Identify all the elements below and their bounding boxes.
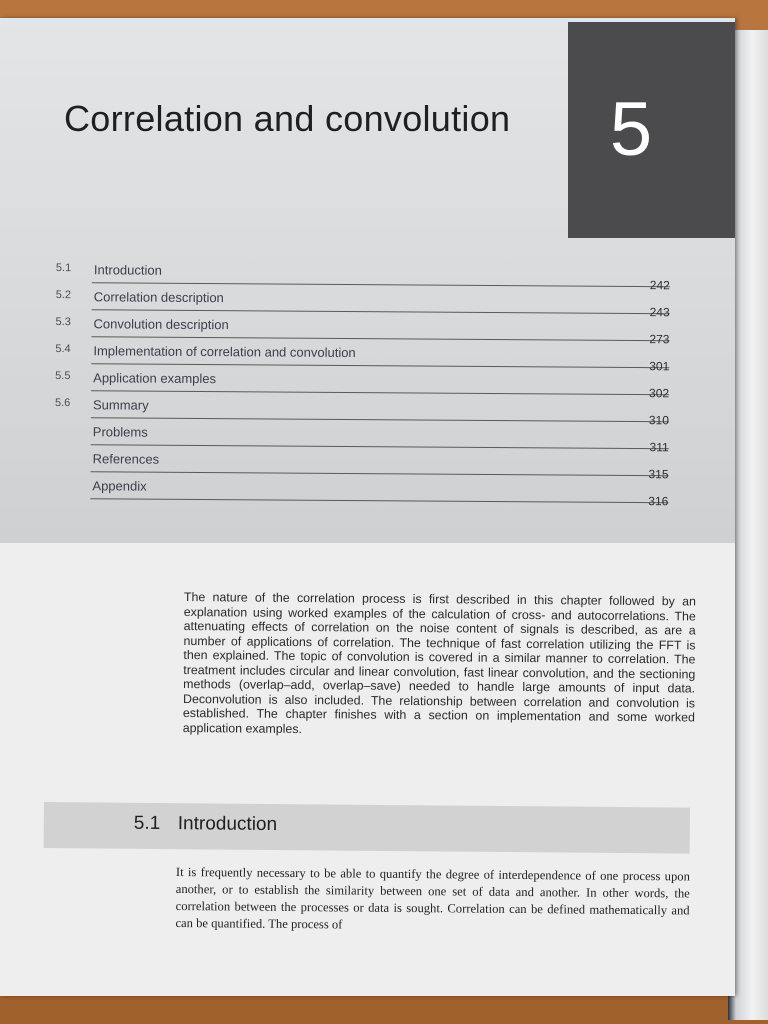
toc-number: 5.4	[55, 342, 71, 356]
toc-row[interactable]	[56, 262, 676, 293]
toc-page: 311	[649, 440, 669, 455]
toc-number: 5.1	[55, 262, 72, 275]
chapter-abstract: The nature of the correlation process is first described in this chapter followed by an explanation using worked examples of the calculation of cross- and autocorrelations. The attenuating effects of correlation on the noise content of signals is described, as are a number of applications of correlation. The technique of fast correlation utilizing the FFT is then explained. The topic of convolution is covered in a similar manner to correlation. The treatment includes circular and linear convolution, fast linear convolution, and the sectioning methods (overlap–add, overlap–save) needed to handle large amounts of input data. Deconvolution is also included. The relationship between correlation and convolution is established. The chapter finishes with a section on implementation and some worked application examples.	[182, 590, 696, 736]
toc-page: 310	[648, 413, 669, 428]
toc-rule	[91, 390, 669, 395]
toc-row[interactable]	[54, 451, 674, 482]
book-page	[0, 18, 735, 996]
toc-title: Correlation description	[93, 289, 224, 306]
toc-rule	[92, 309, 670, 314]
toc-page: 273	[649, 332, 670, 347]
toc-number: 5.6	[54, 396, 71, 410]
toc-title: Implementation of correlation and convolution	[93, 343, 356, 361]
section-title: Introduction	[177, 813, 278, 836]
toc-title: Appendix	[92, 478, 147, 494]
toc-page: 315	[648, 467, 669, 482]
toc-title: Problems	[92, 424, 148, 440]
toc-row[interactable]	[54, 478, 674, 509]
section-body-text: It is frequently necessary to be able to quantify the degree of interdependence of one process upon another, or to establish the similarity between one set of data and another. In other words, the correlation between the processes or data is sought. Correlation can be defined mathematically and can be quantified. The process of	[175, 864, 690, 932]
chapter-number-box	[568, 22, 735, 238]
toc-title: Application examples	[93, 370, 217, 387]
toc-page: 301	[649, 359, 670, 374]
toc-rule	[91, 336, 669, 341]
toc-row[interactable]	[55, 370, 675, 401]
toc-row[interactable]	[55, 343, 675, 374]
toc-page: 242	[649, 278, 670, 293]
toc-row[interactable]	[55, 424, 675, 455]
section-heading-bar	[44, 802, 690, 854]
toc-number: 5.2	[55, 288, 72, 302]
toc-page: 243	[649, 305, 670, 320]
toc-rule	[92, 282, 670, 287]
toc-title: Convolution description	[93, 316, 229, 333]
toc-title: Introduction	[93, 262, 162, 278]
toc-row[interactable]	[55, 316, 675, 347]
toc-page: 316	[648, 494, 669, 509]
chapter-title: Correlation and convolution	[64, 98, 511, 139]
toc-number: 5.3	[55, 315, 71, 329]
toc-rule	[91, 444, 669, 449]
toc-row[interactable]	[56, 289, 676, 320]
toc-title: Summary	[92, 397, 149, 413]
toc-rule	[91, 417, 669, 422]
section-number: 5.1	[133, 812, 161, 835]
toc-number: 5.5	[55, 369, 71, 383]
chapter-number: 5	[609, 87, 653, 172]
toc-rule	[91, 363, 669, 368]
desk-surface	[0, 996, 768, 1024]
toc-page: 302	[649, 386, 670, 401]
toc-row[interactable]	[55, 397, 675, 428]
toc-rule	[90, 498, 668, 503]
toc-title: References	[92, 451, 160, 467]
table-of-contents	[54, 262, 676, 509]
toc-rule	[91, 471, 669, 476]
